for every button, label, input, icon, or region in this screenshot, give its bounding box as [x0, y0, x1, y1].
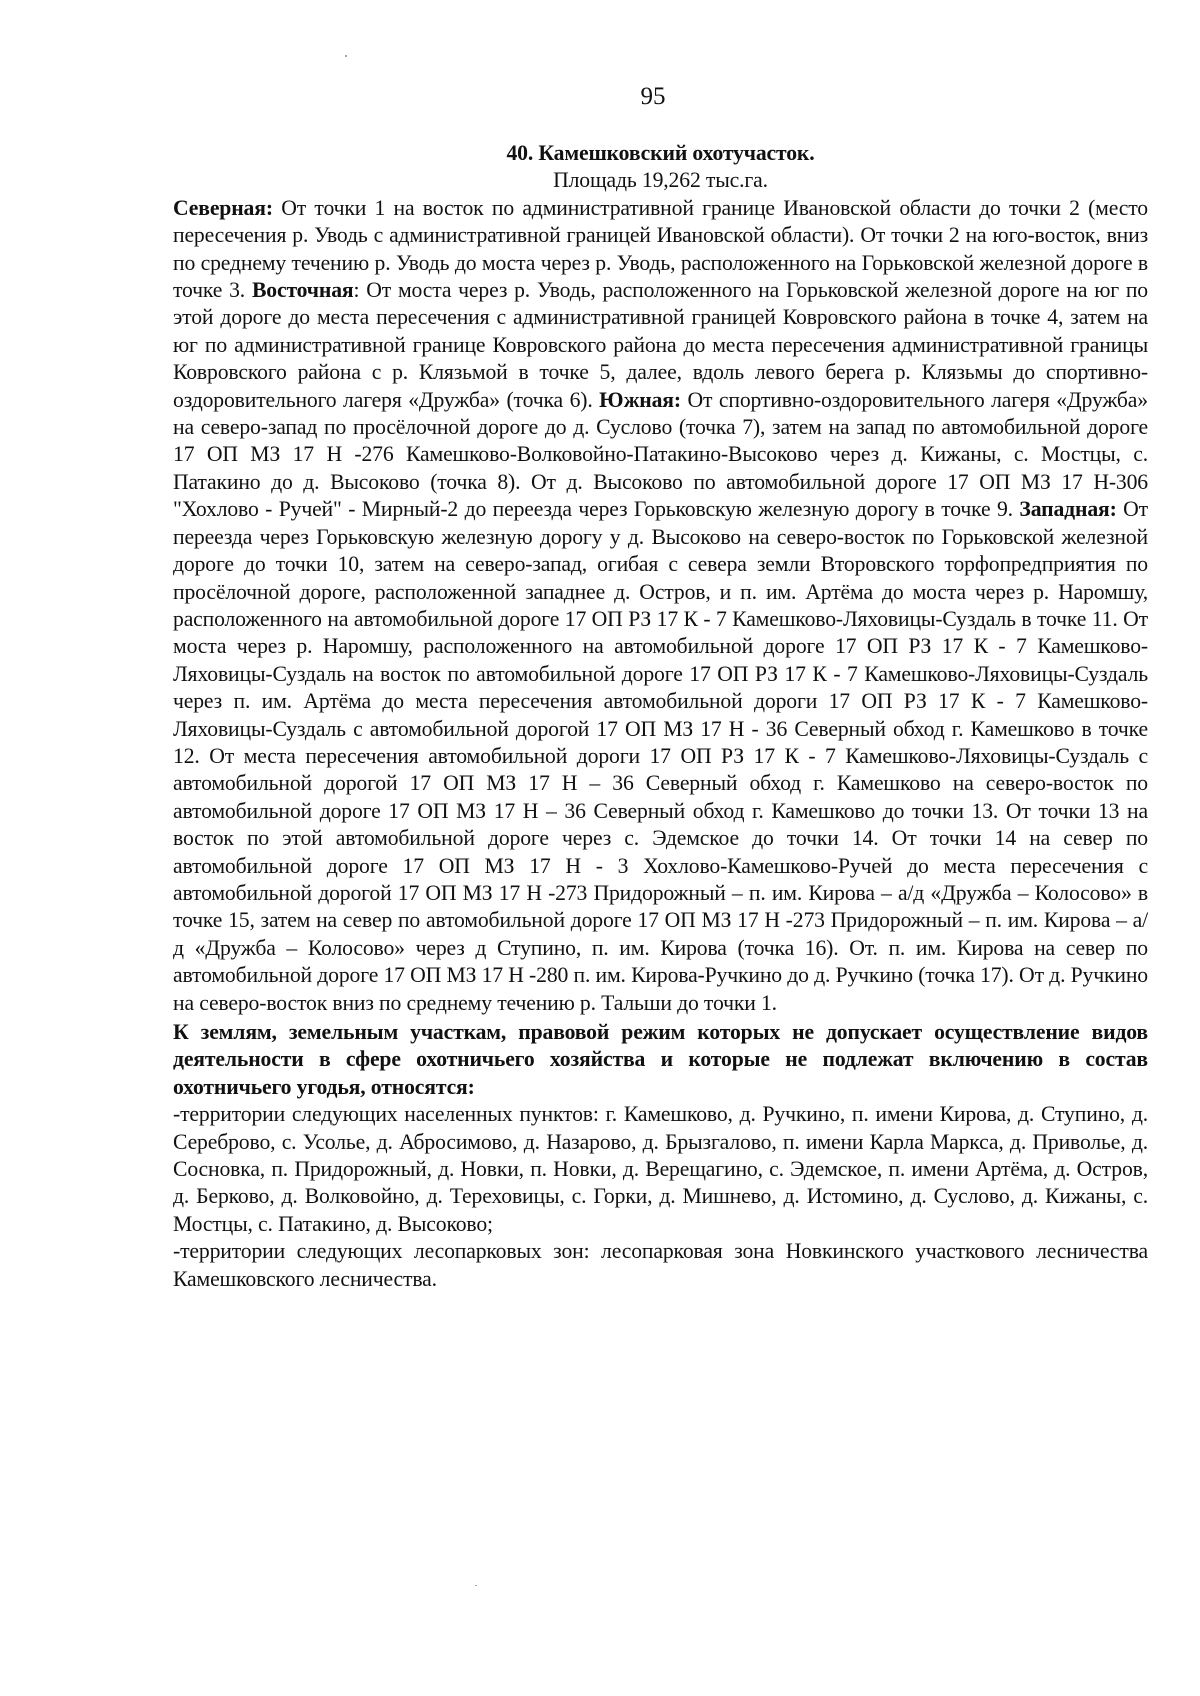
scan-speck — [475, 1585, 477, 1586]
south-label: Южная: — [599, 387, 681, 412]
exclusion-item: -территории следующих лесопарковых зон: лесопарковая зона Новкинского участкового лесничества Камешковского лесничества. — [173, 1239, 1148, 1291]
section-title: 40. Камешковский охотучасток. — [506, 141, 815, 165]
document-body — [173, 140, 1148, 1293]
west-label: Западная: — [1019, 497, 1117, 522]
exclusion-item: -территории следующих населенных пунктов: г. Камешково, д. Ручкино, п. имени Кирова, д. Ступино, д. Сереброво, с. Усолье, д. Абросимово, д. Назарово, д. Брызгалово, п. имени Карла Маркса, д. Приволье, д. Сосновка, п. Придорожный, д. Новки, п. Новки, д. Верещагино, с. Эдемское, п. имени Артёма, д. Остров, д. Берково, д. Волковойно, д. Тереховицы, с. Горки, д. Мишнево, д. Истомино, д. Суслово, д. Кижаны, с. Мостцы, с. Патакино, д. Высоково; — [173, 1102, 1148, 1236]
east-text: : От моста через р. Уводь, расположенного на Горьковской железной дороге на юг по этой дороге до места пересечения с административной границей Ковровского района в точке 4, затем на юг по административной границе Ковровского района до места пересечения административной границы Ковровского района с р. Клязьмой в точке 5, далее, вдоль левого берега р. Клязьмы до спортивно-оздоровительного лагеря «Дружба» (точка 6). — [173, 278, 1148, 412]
boundaries-paragraph — [173, 195, 1148, 1017]
scan-speck — [345, 55, 347, 57]
north-text: От точки 1 на восток по административной границе Ивановской области до точки 2 (место пересечения р. Уводь с административной границей Ивановской области). От точки 2 на юго-восток, вниз по среднему течению р. Уводь до моста через р. Уводь, расположенного на Горьковской железной дороге в точке 3. — [173, 195, 1148, 303]
area-line: Площадь 19,262 тыс.га. — [553, 168, 768, 193]
west-text: От переезда через Горьковскую железную дорогу у д. Высоково на северо-восток по Горьковской железной дороге до точки 10, затем на северо-запад, огибая с севера земли Второвского торфопредприятия по просёлочной дороге, расположенной западнее д. Остров, и п. им. Артёма до моста через р. Наромшу, расположенного на автомобильной дороге 17 ОП РЗ 17 К - 7 Камешково-Ляховицы-Суздаль в точке 11. От моста через р. Наромшу, расположенного на автомобильной дороге 17 ОП РЗ 17 К - 7 Камешково-Ляховицы-Суздаль на восток по автомобильной дороге 17 ОП РЗ 17 К - 7 Камешково-Ляховицы-Суздаль через п. им. Артёма до места пересечения автомобильной дороги 17 ОП РЗ 17 К - 7 Камешково-Ляховицы-Суздаль с автомобильной дорогой 17 ОП МЗ 17 Н - 36 Северный обход г. Камешково в точке 12. От места пересечения автомобильной дороги 17 ОП РЗ 17 К - 7 Камешково-Ляховицы-Суздаль с автомобильной дорогой 17 ОП МЗ 17 Н – 36 Северный обход г. Камешково на северо-восток по автомобильной дороге 17 ОП МЗ 17 Н – 36 Северный обход г. Камешково до точки 13. От точки 13 на восток по этой автомобильной дороге через с. Эдемское до точки 14. От точки 14 на север по автомобильной дороге 17 ОП МЗ 17 Н - 3 Хохлово-Камешково-Ручей до места пересечения с автомобильной дорогой 17 ОП МЗ 17 Н -273 Придорожный – п. им. Кирова – а/д «Дружба – Колосово» в точке 15, затем на север по автомобильной дороге 17 ОП МЗ 17 Н -273 Придорожный – п. им. Кирова – а/д «Дружба – Колосово» через д Ступино, п. им. Кирова (точка 16). От. п. им. Кирова на север по автомобильной дороге 17 ОП МЗ 17 Н -280 п. им. Кирова-Ручкино до д. Ручкино (точка 17). От д. Ручкино на северо-восток вниз по среднему течению р. Тальши до точки 1. — [173, 497, 1148, 1015]
east-label: Восточная — [251, 278, 354, 303]
north-label: Северная: — [173, 195, 273, 220]
exclusions-heading: К землям, земельным участкам, правовой режим которых не допускает осуществление видов деятельности в сфере охотничьего хозяйства и которые не подлежат включению в состав охотничьего угодья, относятся: — [173, 1020, 1148, 1099]
page-number: 95 — [640, 83, 666, 110]
south-text: От спортивно-оздоровительного лагеря «Дружба» на северо-запад по просёлочной дороге до д. Суслово (точка 7), затем на запад по автомобильной дороге 17 ОП МЗ 17 Н -276 Камешково-Волковойно-Патакино-Высоково через д. Кижаны, с. Мостцы, с. Патакино до д. Высоково (точка 8). От д. Высоково по автомобильной дороге 17 ОП МЗ 17 Н-306 "Хохлово - Ручей" - Мирный-2 до переезда через Горьковскую железную дорогу в точке 9. — [173, 387, 1148, 522]
